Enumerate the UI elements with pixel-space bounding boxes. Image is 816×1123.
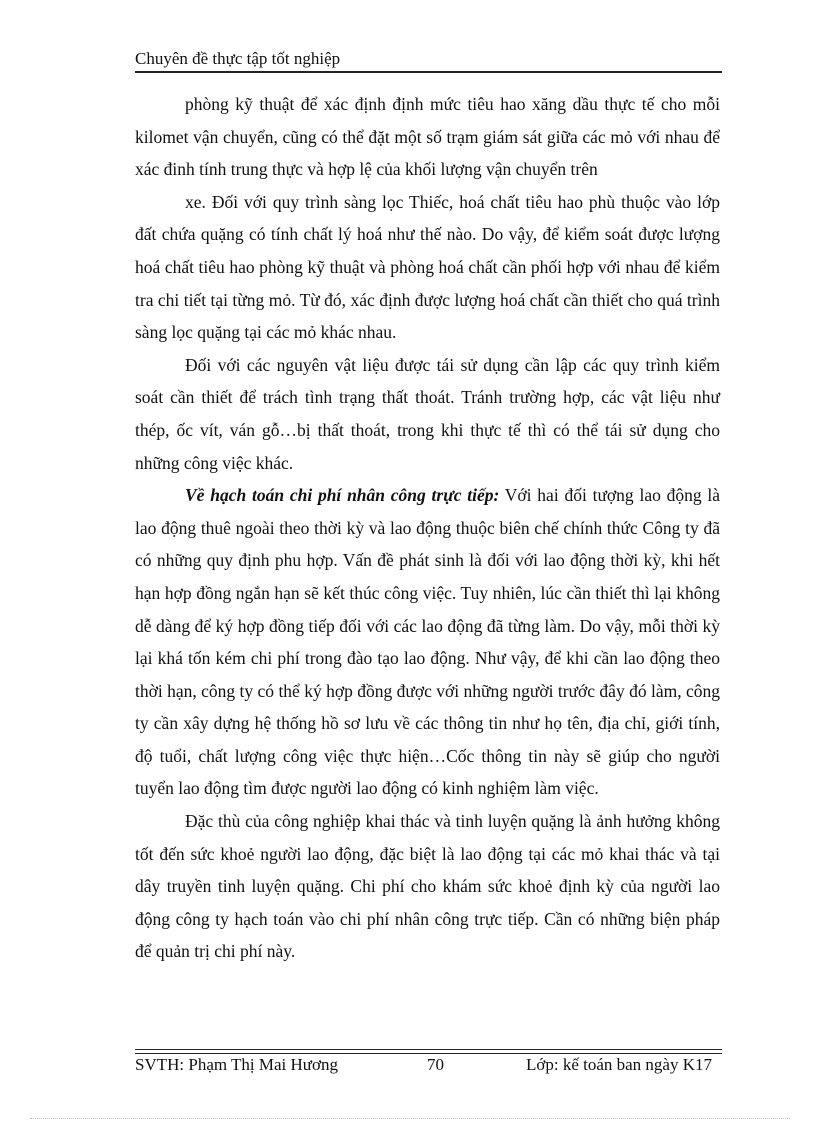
paragraph-4 xyxy=(135,479,720,805)
paragraph-1: phòng kỹ thuật để xác định định mức tiêu hao xăng dầu thực tế cho mỗi kilomet vận chuyển, cũng có thể đặt một số trạm giám sát giữa các mỏ với nhau để xác đinh tính trung thực và hợp lệ của khối lượng vận chuyển trên xyxy=(135,94,720,180)
header-divider xyxy=(135,71,722,73)
footer-class: Lớp: kế toán ban ngày K17 xyxy=(525,1055,712,1074)
bottom-dotted-border xyxy=(30,1118,790,1119)
page-header xyxy=(135,48,722,70)
footer-student: SVTH: Phạm Thị Mai Hương xyxy=(135,1055,339,1074)
section-heading: Về hạch toán chi phí nhân công trực tiếp: xyxy=(185,485,500,506)
paragraph-5: Đặc thù của công nghiệp khai thác và tinh luyện quặng là ảnh hưởng không tốt đến sức khoẻ người lao động, đặc biệt là lao động tại các mỏ khai thác và tại dây truyền tinh luyện quặng. Chi phí cho khám sức khoẻ định kỳ của người lao động công ty hạch toán vào chi phí nhân công trực tiếp. Cần có những biện pháp để quản trị chi phí này. xyxy=(135,811,720,962)
paragraph-3: Đối với các nguyên vật liệu được tái sử dụng cần lập các quy trình kiểm soát cần thiết để trách tình trạng thất thoát. Tránh trường hợp, các vật liệu như thép, ốc vít, ván gỗ…bị thất thoát, trong khi thực tế thì có thể tái sử dụng cho những công việc khác. xyxy=(135,354,720,473)
paragraph-2: xe. Đối với quy trình sàng lọc Thiếc, hoá chất tiêu hao phù thuộc vào lớp đất chứa quặng có tính chất lý hoá như thế nào. Do vậy, để kiểm soát được lượng hoá chất tiêu hao phòng kỹ thuật và phòng hoá chất cần phối hợp với nhau để kiểm tra chi tiết tại từng mỏ. Từ đó, xác định được lượng hoá chất cần thiết cho quá trình sàng lọc quặng tại các mỏ khác nhau. xyxy=(135,191,720,343)
paragraph-4-text: Với hai đối tượng lao động là lao động thuê ngoài theo thời kỳ và lao động thuộc biên chế chính thức Công ty đã có những quy định phu hợp. Vấn đề phát sinh là đối với lao động thời kỳ, khi hết hạn hợp đồng ngắn hạn sẽ kết thúc công việc. Tuy nhiên, lúc cần thiết thì lại không dễ dàng để ký hợp đồng tiếp đối với các lao động đã từng làm. Do vậy, mỗi thời kỳ lại khá tốn kém chi phí trong đào tạo lao động. Như vậy, để khi cần lao động theo thời hạn, công ty có thể ký hợp đồng được với những người trước đây đó làm, công ty cần xây dựng hệ thống hồ sơ lưu về các thông tin như họ tên, địa chỉ, giới tính, độ tuổi, chất lượng công việc thực hiện…Cốc thông tin này sẽ giúp cho người tuyển lao động tìm được người lao động có kinh nghiệm làm việc. xyxy=(135,485,720,799)
footer-divider-top xyxy=(135,1049,722,1050)
document-body xyxy=(135,88,720,968)
header-title: Chuyên đề thực tập tốt nghiệp xyxy=(135,49,341,68)
page-number: 70 xyxy=(427,1055,444,1074)
